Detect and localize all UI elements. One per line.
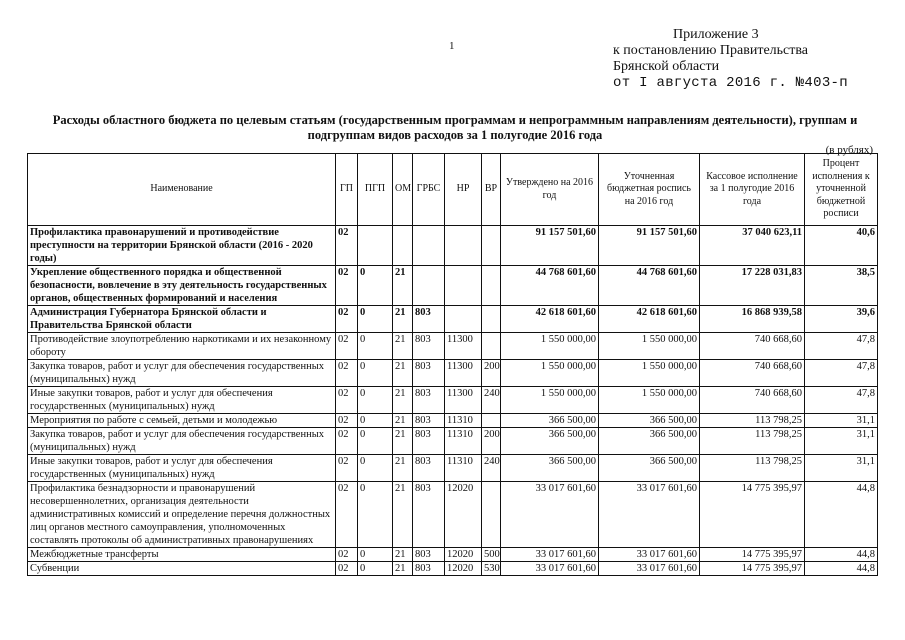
table-row: [28, 226, 878, 266]
cell-ppgp: [358, 226, 393, 266]
cell-ppgp: 0: [358, 455, 393, 482]
cell-cash: 37 040 623,11: [700, 226, 805, 266]
cell-gp: 02: [336, 333, 358, 360]
cell-vr: 530: [482, 562, 501, 576]
cell-cash: 17 228 031,83: [700, 266, 805, 306]
cell-percent: 39,6: [805, 306, 878, 333]
col-om-header: ОМ: [393, 154, 413, 226]
cell-name: Иные закупки товаров, работ и услуг для обеспечения государственных (муниципальных) нужд: [28, 455, 336, 482]
cell-grbs: 803: [413, 548, 445, 562]
cell-cash: 740 668,60: [700, 333, 805, 360]
cell-cash: 14 775 395,97: [700, 562, 805, 576]
cell-om: 21: [393, 455, 413, 482]
cell-nr: 11310: [445, 414, 482, 428]
appendix-line-2: к постановлению Правительства: [613, 43, 809, 58]
col-approved-header: Утверждено на 2016 год: [501, 154, 599, 226]
appendix-title: Приложение 3: [673, 27, 759, 42]
cell-nr: 11310: [445, 428, 482, 455]
cell-percent: 47,8: [805, 333, 878, 360]
appendix-header: [613, 27, 848, 91]
cell-nr: [445, 306, 482, 333]
cell-gp: 02: [336, 226, 358, 266]
col-gp-header: ГП: [336, 154, 358, 226]
cell-cash: 740 668,60: [700, 360, 805, 387]
col-ppgp-header: ПГП: [358, 154, 393, 226]
cell-name: Профилактика безнадзорности и правонарушений несовершеннолетних, организация деятельности административных комиссий и определение перечня должностных лиц органов местного самоуправления, уполномоченных составлять протоколы об административных правонарушениях: [28, 482, 336, 548]
col-vr-header: ВР: [482, 154, 501, 226]
cell-name: Межбюджетные трансферты: [28, 548, 336, 562]
cell-cash: 16 868 939,58: [700, 306, 805, 333]
cell-om: 21: [393, 414, 413, 428]
col-grbs-header: ГРБС: [413, 154, 445, 226]
cell-percent: 31,1: [805, 428, 878, 455]
table-row: [28, 428, 878, 455]
cell-cash: 113 798,25: [700, 428, 805, 455]
cell-refined: 33 017 601,60: [599, 482, 700, 548]
cell-vr: [482, 306, 501, 333]
cell-cash: 14 775 395,97: [700, 482, 805, 548]
cell-approved: 33 017 601,60: [501, 548, 599, 562]
cell-percent: 44,8: [805, 482, 878, 548]
cell-name: Администрация Губернатора Брянской области и Правительства Брянской области: [28, 306, 336, 333]
cell-om: 21: [393, 360, 413, 387]
cell-om: 21: [393, 306, 413, 333]
cell-approved: 1 550 000,00: [501, 360, 599, 387]
cell-grbs: 803: [413, 387, 445, 414]
cell-gp: 02: [336, 306, 358, 333]
appendix-line-4: от I августа 2016 г. №403-п: [613, 75, 848, 91]
cell-name: Закупка товаров, работ и услуг для обеспечения государственных (муниципальных) нужд: [28, 428, 336, 455]
cell-name: Мероприятия по работе с семьей, детьми и молодежью: [28, 414, 336, 428]
table-row: [28, 455, 878, 482]
cell-approved: 44 768 601,60: [501, 266, 599, 306]
col-nr-header: НР: [445, 154, 482, 226]
cell-grbs: 803: [413, 306, 445, 333]
cell-grbs: 803: [413, 428, 445, 455]
cell-vr: [482, 266, 501, 306]
cell-vr: 200: [482, 428, 501, 455]
cell-refined: 1 550 000,00: [599, 333, 700, 360]
cell-ppgp: 0: [358, 548, 393, 562]
cell-refined: 42 618 601,60: [599, 306, 700, 333]
cell-nr: [445, 226, 482, 266]
cell-percent: 40,6: [805, 226, 878, 266]
cell-approved: 1 550 000,00: [501, 387, 599, 414]
cell-refined: 366 500,00: [599, 414, 700, 428]
cell-approved: 91 157 501,60: [501, 226, 599, 266]
table-row: [28, 482, 878, 548]
cell-ppgp: 0: [358, 360, 393, 387]
table-row: [28, 562, 878, 576]
cell-vr: [482, 414, 501, 428]
cell-cash: 113 798,25: [700, 414, 805, 428]
cell-grbs: 803: [413, 455, 445, 482]
col-cash-header: Кассовое исполнение за 1 полугодие 2016 года: [700, 154, 805, 226]
cell-cash: 113 798,25: [700, 455, 805, 482]
cell-vr: [482, 333, 501, 360]
cell-gp: 02: [336, 482, 358, 548]
cell-nr: [445, 266, 482, 306]
cell-ppgp: 0: [358, 414, 393, 428]
cell-refined: 366 500,00: [599, 455, 700, 482]
table-row: [28, 387, 878, 414]
cell-grbs: 803: [413, 562, 445, 576]
cell-percent: 38,5: [805, 266, 878, 306]
cell-cash: 740 668,60: [700, 387, 805, 414]
cell-grbs: 803: [413, 333, 445, 360]
table-row: [28, 266, 878, 306]
cell-gp: 02: [336, 548, 358, 562]
cell-cash: 14 775 395,97: [700, 548, 805, 562]
cell-om: 21: [393, 482, 413, 548]
cell-refined: 1 550 000,00: [599, 360, 700, 387]
cell-ppgp: 0: [358, 387, 393, 414]
cell-refined: 91 157 501,60: [599, 226, 700, 266]
cell-gp: 02: [336, 266, 358, 306]
cell-om: 21: [393, 266, 413, 306]
cell-grbs: 803: [413, 360, 445, 387]
table-row: [28, 360, 878, 387]
cell-nr: 11300: [445, 333, 482, 360]
cell-approved: 33 017 601,60: [501, 562, 599, 576]
cell-vr: [482, 226, 501, 266]
cell-vr: 500: [482, 548, 501, 562]
cell-percent: 47,8: [805, 360, 878, 387]
cell-approved: 33 017 601,60: [501, 482, 599, 548]
cell-name: Иные закупки товаров, работ и услуг для обеспечения государственных (муниципальных) нужд: [28, 387, 336, 414]
cell-nr: 12020: [445, 482, 482, 548]
budget-table: [27, 153, 878, 576]
cell-om: 21: [393, 387, 413, 414]
cell-gp: 02: [336, 428, 358, 455]
cell-refined: 33 017 601,60: [599, 548, 700, 562]
cell-ppgp: 0: [358, 333, 393, 360]
units-note: (в рублях): [825, 144, 873, 156]
cell-gp: 02: [336, 360, 358, 387]
document-title: Расходы областного бюджета по целевым статьям (государственным программам и непрограммным направлениям деятельности), группам и подгруппам видов расходов за 1 полугодие 2016 года: [52, 113, 858, 142]
cell-approved: 366 500,00: [501, 455, 599, 482]
cell-percent: 31,1: [805, 455, 878, 482]
cell-refined: 33 017 601,60: [599, 562, 700, 576]
cell-approved: 366 500,00: [501, 428, 599, 455]
cell-om: [393, 226, 413, 266]
cell-ppgp: 0: [358, 266, 393, 306]
page-number: 1: [449, 40, 455, 52]
cell-vr: 240: [482, 455, 501, 482]
cell-refined: 44 768 601,60: [599, 266, 700, 306]
cell-name: Закупка товаров, работ и услуг для обеспечения государственных (муниципальных) нужд: [28, 360, 336, 387]
cell-om: 21: [393, 428, 413, 455]
cell-refined: 1 550 000,00: [599, 387, 700, 414]
cell-percent: 47,8: [805, 387, 878, 414]
cell-grbs: [413, 266, 445, 306]
table-row: [28, 414, 878, 428]
appendix-line-3: Брянской области: [613, 59, 720, 74]
cell-name: Профилактика правонарушений и противодействие преступности на территории Брянской области (2016 - 2020 годы): [28, 226, 336, 266]
cell-grbs: [413, 226, 445, 266]
table-header-row: [28, 154, 878, 226]
cell-nr: 12020: [445, 562, 482, 576]
cell-percent: 31,1: [805, 414, 878, 428]
cell-grbs: 803: [413, 482, 445, 548]
cell-name: Противодействие злоупотреблению наркотиками и их незаконному обороту: [28, 333, 336, 360]
cell-grbs: 803: [413, 414, 445, 428]
cell-gp: 02: [336, 414, 358, 428]
cell-om: 21: [393, 562, 413, 576]
cell-om: 21: [393, 333, 413, 360]
cell-name: Укрепление общественного порядка и общественной безопасности, вовлечение в эту деятельность государственных органов, общественных формирований и населения: [28, 266, 336, 306]
col-name-header: Наименование: [28, 154, 336, 226]
col-refined-header: Уточненная бюджетная роспись на 2016 год: [599, 154, 700, 226]
table-body: [28, 226, 878, 576]
cell-approved: 1 550 000,00: [501, 333, 599, 360]
cell-approved: 366 500,00: [501, 414, 599, 428]
col-percent-header: Процент исполнения к уточненной бюджетной росписи: [805, 154, 878, 226]
cell-nr: 12020: [445, 548, 482, 562]
cell-gp: 02: [336, 387, 358, 414]
cell-name: Субвенции: [28, 562, 336, 576]
cell-vr: [482, 482, 501, 548]
cell-ppgp: 0: [358, 562, 393, 576]
cell-nr: 11300: [445, 387, 482, 414]
cell-approved: 42 618 601,60: [501, 306, 599, 333]
cell-ppgp: 0: [358, 482, 393, 548]
cell-nr: 11310: [445, 455, 482, 482]
cell-nr: 11300: [445, 360, 482, 387]
cell-refined: 366 500,00: [599, 428, 700, 455]
cell-ppgp: 0: [358, 428, 393, 455]
cell-percent: 44,8: [805, 548, 878, 562]
table-row: [28, 548, 878, 562]
table-row: [28, 333, 878, 360]
cell-gp: 02: [336, 455, 358, 482]
cell-percent: 44,8: [805, 562, 878, 576]
table-row: [28, 306, 878, 333]
cell-vr: 200: [482, 360, 501, 387]
cell-ppgp: 0: [358, 306, 393, 333]
cell-gp: 02: [336, 562, 358, 576]
cell-vr: 240: [482, 387, 501, 414]
cell-om: 21: [393, 548, 413, 562]
